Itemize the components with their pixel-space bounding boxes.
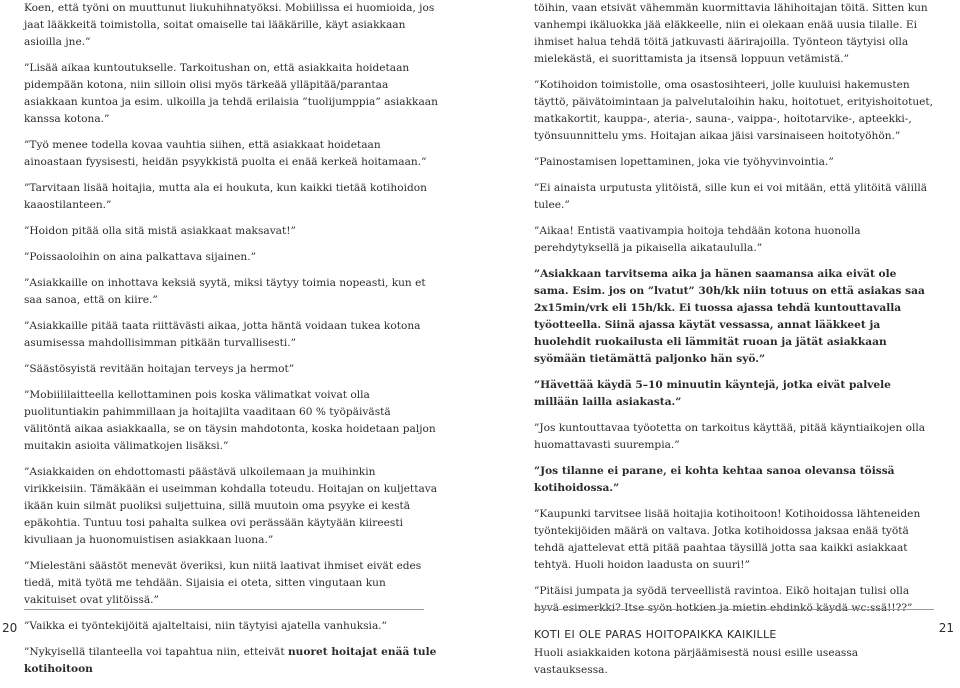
quote-text: ”Nykyisellä tilanteella voi tapahtua niin, etteivät [24, 646, 288, 658]
quote-paragraph: ”Lisää aikaa kuntoutukselle. Tarkoitushan on, että asiakkaita hoidetaan pidempään kotona, niin silloin olisi myös tärkeää ylläpitää/parantaa asiakkaan kuntoa ja esim. ulkoilla ja tehdä erilaisia ”tuolijumppia” asiakkaan kanssa kotona.” [24, 62, 438, 125]
footer-rule [534, 609, 934, 610]
quote-paragraph: ”Kotihoidon toimistolle, oma osastosihteeri, jolle kuuluisi hakemusten täyttö, päivätoimintaan ja palvelutaloihin haku, hoitotuet, erityishoitotuet, matkakortit, kauppa-, ateria-, sauna-, vaippa-, hoitotarvike-, apteekki-, työnsuunnittelu yms. Hoitajan aikaa jäisi varsinaiseen hoitotyöhön.” [534, 79, 934, 142]
quote-paragraph: ”Painostamisen lopettaminen, joka vie työhyvinvointia.” [534, 156, 834, 168]
quote-paragraph: ”Säästösyistä revitään hoitajan terveys ja hermot” [24, 363, 295, 375]
quote-paragraph-bold: ”Hävettää käydä 5–10 minuutin käyntejä, jotka eivät palvele millään lailla asiakasta.” [534, 379, 891, 408]
page-number: 21 [938, 621, 954, 635]
left-column [24, 0, 440, 687]
quote-emphasis: nuoret hoitajat enää tule kotihoitoon [24, 646, 437, 675]
quote-paragraph: Koen, että työni on muuttunut liukuhihnatyöksi. Mobiilissa ei huomioida, jos jaat lääkkeitä toimistolla, soitat omaiselle tai lääkärille, käyt asiakkaan asioilla jne.” [24, 2, 435, 48]
quote-paragraph: ”Mobiililaitteella kellottaminen pois koska välimatkat voivat olla puolituntiakin pahimmillaan ja hoitajilta vaaditaan 60 % työpäivästä välitöntä aikaa asiakkaalla, se on täysin mahdotonta, koska hoidetaan paljon muitakin asioita välimatkojen lisäksi.” [24, 389, 436, 452]
right-column [534, 0, 934, 688]
section-heading: KOTI EI OLE PARAS HOITOPAIKKA KAIKILLE [534, 628, 777, 641]
quote-paragraph: ”Asiakkaille on inhottava keksiä syytä, miksi täytyy toimia nopeasti, kun et saa sanoa, että on kiire.” [24, 277, 426, 306]
footer-rule [24, 609, 424, 610]
quote-continuation: töihin, vaan etsivät vähemmän kuormittavia lähihoitajan töitä. Sitten kun vanhempi ikäluokka jää eläkkeelle, niin ei olekaan enää uusia tilalle. Ei ihmiset halua tehdä töitä jatkuvasti äärirajoilla. Työnteon täytyisi olla mielekästä, ei suorittamista ja itsensä loppuun vetämistä.” [534, 2, 928, 65]
quote-paragraph: ”Kaupunki tarvitsee lisää hoitajia kotihoitoon! Kotihoidossa lähteneiden työntekijöiden määrä on valtava. Jotka kotihoidossa jaksaa enää työtä tehdä ajattelevat että pitää paahtaa täysillä jotta saa kaikki asiakkaat tehtyä. Huoli hoidon laadusta on suuri!” [534, 508, 921, 571]
quote-paragraph: ”Tarvitaan lisää hoitajia, mutta ala ei houkuta, kun kaikki tietää kotihoidon kaaostilanteen.” [24, 182, 427, 211]
page-number: 20 [2, 621, 18, 635]
left-page [0, 0, 480, 675]
quote-paragraph: ”Asiakkaille pitää taata riittävästi aikaa, jotta häntä voidaan tukea kotona asumisessa mahdollisimman pitkään turvallisesti.” [24, 320, 421, 349]
quote-paragraph: ”Asiakkaiden on ehdottomasti päästävä ulkoilemaan ja muihinkin virikkeisiin. Tämäkään ei useimman kohdalla toteudu. Hoitajan on kuljettava ikään kuin silmät puoliksi suljettuina, sillä muutoin oma psyyke ei kestä epäkohtia. Tuntuu tosi pahalta sulkea ovi perässään käytyään kiireesti kivuliaan ja huonomuistisen asiakkaan luona.” [24, 466, 438, 546]
quote-paragraph-last [24, 644, 440, 678]
quote-paragraph: ”Ei ainaista urputusta ylitöistä, sille kun ei voi mitään, että ylitöitä välillä tulee.” [534, 182, 928, 211]
quote-paragraph: ”Jos kuntouttavaa työotetta on tarkoitus käyttää, pitää käyntiaikojen olla huomattavasti suurempia.” [534, 422, 926, 451]
right-page [480, 0, 960, 676]
quote-paragraph-bold: ”Jos tilanne ei parane, ei kohta kehtaa sanoa olevansa töissä kotihoidossa.” [534, 465, 895, 494]
quote-paragraph: ”Vaikka ei työntekijöitä ajalteltaisi, niin täytyisi ajatella vanhuksia.” [24, 620, 388, 632]
quote-paragraph: ”Pitäisi jumpata ja syödä terveellistä ravintoa. Eikö hoitajan tulisi olla hyvä esimerkki? Itse syön hotkien ja mietin ehdinkö käydä wc:ssä!!??” [534, 585, 913, 614]
section-text: Huoli asiakkaiden kotona pärjäämisestä nousi esille useassa vastauksessa. [534, 647, 859, 676]
quote-paragraph: ”Työ menee todella kovaa vauhtia siihen, että asiakkaat hoidetaan ainoastaan fyysisesti, heidän psyykkistä puolta ei enää kerkeä hoitamaan.” [24, 139, 427, 168]
quote-paragraph: ”Hoidon pitää olla sitä mistä asiakkaat maksavat!” [24, 225, 296, 237]
quote-paragraph-bold: ”Asiakkaan tarvitsema aika ja hänen saamansa aika eivät ole sama. Esim. jos on ”lvatut” 30h/kk niin totuus on että asiakas saa 2x15min/vrk eli 15h/kk. Ei tuossa ajassa tehdä kuntouttavalla työotteella. Siinä ajassa käytät vessassa, annat lääkkeet ja huolehdit ruokailusta eli lämmität ruoan ja jätät asiakkaan syömään tietämättä paljonko hän syö.” [534, 268, 925, 365]
quote-paragraph: ”Poissaoloihin on aina palkattava sijainen.” [24, 251, 257, 263]
quote-paragraph: ”Mielestäni säästöt menevät överiksi, kun niitä laativat ihmiset eivät edes tiedä, mitä työtä me tehdään. Sijaisia ei oteta, sitten vingutaan kun vakituiset ovat ylitöissä.” [24, 560, 422, 606]
quote-paragraph: ”Aikaa! Entistä vaativampia hoitoja tehdään kotona huonolla perehdytyksellä ja pikaisella aikataululla.” [534, 225, 861, 254]
